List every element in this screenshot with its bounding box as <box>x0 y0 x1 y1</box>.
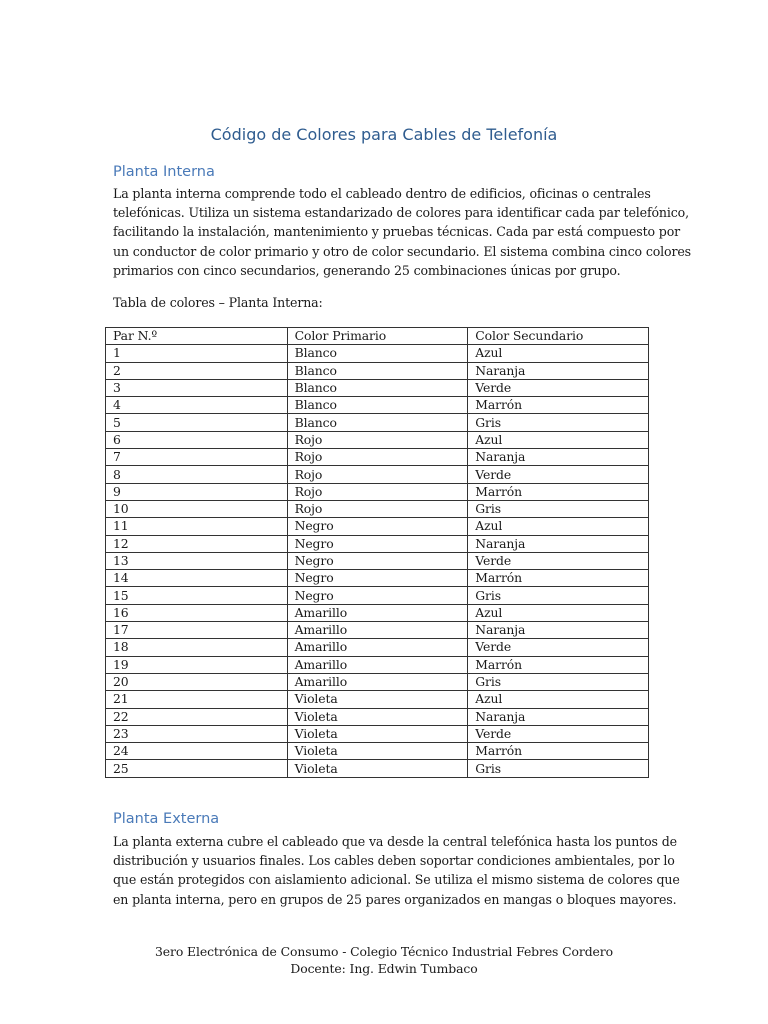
table-cell-par-number: 9 <box>106 483 288 500</box>
table-cell-primary-color: Negro <box>287 518 468 535</box>
table-cell-secondary-color: Marrón <box>468 483 649 500</box>
table-cell-secondary-color: Azul <box>468 518 649 535</box>
table-cell-primary-color: Rojo <box>287 431 468 448</box>
table-cell-primary-color: Amarillo <box>287 673 468 690</box>
table-row <box>106 362 649 379</box>
footer-teacher-line: Docente: Ing. Edwin Tumbaco <box>290 961 478 976</box>
table-cell-secondary-color: Naranja <box>468 449 649 466</box>
table-row <box>106 656 649 673</box>
table-cell-secondary-color: Gris <box>468 673 649 690</box>
table-cell-par-number: 21 <box>106 691 288 708</box>
table-cell-secondary-color: Gris <box>468 414 649 431</box>
table-cell-par-number: 23 <box>106 725 288 742</box>
section-heading-planta-externa: Planta Externa <box>113 811 220 827</box>
table-cell-par-number: 4 <box>106 397 288 414</box>
table-caption: Tabla de colores – Planta Interna: <box>113 295 323 310</box>
table-row <box>106 708 649 725</box>
page-footer <box>0 943 768 977</box>
paragraph-line: La planta externa cubre el cableado que va desde la central telefónica hasta los puntos de <box>113 834 677 849</box>
table-cell-primary-color: Negro <box>287 552 468 569</box>
table-row <box>106 414 649 431</box>
table-cell-primary-color: Amarillo <box>287 656 468 673</box>
table-cell-secondary-color: Verde <box>468 379 649 396</box>
table-cell-primary-color: Blanco <box>287 345 468 362</box>
table-row <box>106 431 649 448</box>
table-cell-primary-color: Violeta <box>287 725 468 742</box>
table-cell-par-number: 2 <box>106 362 288 379</box>
table-cell-primary-color: Violeta <box>287 691 468 708</box>
table-cell-secondary-color: Verde <box>468 639 649 656</box>
table-row <box>106 587 649 604</box>
table-cell-secondary-color: Naranja <box>468 362 649 379</box>
table-row <box>106 639 649 656</box>
table-row <box>106 518 649 535</box>
table-cell-par-number: 14 <box>106 570 288 587</box>
table-cell-par-number: 17 <box>106 622 288 639</box>
table-cell-primary-color: Rojo <box>287 449 468 466</box>
paragraph-line: telefónicas. Utiliza un sistema estandarizado de colores para identificar cada par telefónico, <box>113 205 689 221</box>
table-cell-par-number: 16 <box>106 604 288 621</box>
table-cell-par-number: 24 <box>106 743 288 760</box>
table-cell-primary-color: Blanco <box>287 397 468 414</box>
footer-school-line: 3ero Electrónica de Consumo - Colegio Técnico Industrial Febres Cordero <box>155 944 613 959</box>
table-cell-primary-color: Negro <box>287 570 468 587</box>
paragraph-line: en planta interna, pero en grupos de 25 pares organizados en mangas o bloques mayores. <box>113 891 677 907</box>
table-cell-primary-color: Blanco <box>287 379 468 396</box>
section-heading-planta-interna: Planta Interna <box>113 164 215 180</box>
table-cell-par-number: 6 <box>106 431 288 448</box>
table-cell-secondary-color: Naranja <box>468 622 649 639</box>
table-cell-par-number: 19 <box>106 656 288 673</box>
table-cell-secondary-color: Gris <box>468 500 649 517</box>
table-cell-secondary-color: Naranja <box>468 535 649 552</box>
table-cell-par-number: 13 <box>106 552 288 569</box>
table-cell-secondary-color: Azul <box>468 691 649 708</box>
table-row <box>106 673 649 690</box>
color-code-table <box>105 327 649 778</box>
paragraph-line: La planta interna comprende todo el cableado dentro de edificios, oficinas o centrales <box>113 186 651 201</box>
paragraph-line: primarios con cinco secundarios, generando 25 combinaciones únicas por grupo. <box>113 262 621 278</box>
header-secondary-color: Color Secundario <box>468 328 649 345</box>
table-cell-secondary-color: Marrón <box>468 570 649 587</box>
paragraph-planta-externa <box>113 832 680 909</box>
table-row <box>106 552 649 569</box>
table-row <box>106 725 649 742</box>
table-cell-primary-color: Negro <box>287 587 468 604</box>
paragraph-line: un conductor de color primario y otro de color secundario. El sistema combina cinco colores <box>113 243 691 259</box>
table-cell-secondary-color: Gris <box>468 760 649 777</box>
paragraph-line: distribución y usuarios finales. Los cables deben soportar condiciones ambientales, por lo <box>113 853 675 869</box>
table-row <box>106 570 649 587</box>
table-cell-par-number: 12 <box>106 535 288 552</box>
table-row <box>106 449 649 466</box>
table-body <box>106 345 649 777</box>
table-cell-primary-color: Amarillo <box>287 622 468 639</box>
table-cell-par-number: 25 <box>106 760 288 777</box>
table-row <box>106 466 649 483</box>
table-cell-par-number: 8 <box>106 466 288 483</box>
table-cell-secondary-color: Marrón <box>468 397 649 414</box>
table-cell-primary-color: Violeta <box>287 708 468 725</box>
table-row <box>106 743 649 760</box>
table-cell-secondary-color: Azul <box>468 604 649 621</box>
header-primary-color: Color Primario <box>287 328 468 345</box>
table-cell-par-number: 5 <box>106 414 288 431</box>
table-cell-par-number: 3 <box>106 379 288 396</box>
paragraph-line: facilitando la instalación, mantenimiento y pruebas técnicas. Cada par está compuesto por <box>113 224 681 240</box>
table-cell-primary-color: Negro <box>287 535 468 552</box>
table-row <box>106 397 649 414</box>
table-header <box>106 328 649 345</box>
table-cell-primary-color: Amarillo <box>287 639 468 656</box>
table-row <box>106 760 649 777</box>
table-row <box>106 500 649 517</box>
table-cell-par-number: 1 <box>106 345 288 362</box>
table-row <box>106 379 649 396</box>
table-cell-primary-color: Rojo <box>287 483 468 500</box>
table-row <box>106 691 649 708</box>
table-cell-secondary-color: Gris <box>468 587 649 604</box>
paragraph-line: que están protegidos con aislamiento adicional. Se utiliza el mismo sistema de colores que <box>113 872 680 888</box>
table-cell-par-number: 18 <box>106 639 288 656</box>
table-cell-primary-color: Blanco <box>287 414 468 431</box>
table-cell-primary-color: Violeta <box>287 743 468 760</box>
table-cell-secondary-color: Verde <box>468 466 649 483</box>
table-cell-par-number: 22 <box>106 708 288 725</box>
paragraph-planta-interna <box>113 184 691 280</box>
table-cell-secondary-color: Azul <box>468 345 649 362</box>
table-cell-secondary-color: Marrón <box>468 743 649 760</box>
table-cell-par-number: 20 <box>106 673 288 690</box>
table-cell-par-number: 10 <box>106 500 288 517</box>
page-title: Código de Colores para Cables de Telefonía <box>210 125 558 144</box>
table-cell-secondary-color: Verde <box>468 552 649 569</box>
table-row <box>106 483 649 500</box>
table-cell-primary-color: Amarillo <box>287 604 468 621</box>
table-row <box>106 604 649 621</box>
table-row <box>106 345 649 362</box>
table-header-row <box>106 328 649 345</box>
table-cell-primary-color: Rojo <box>287 466 468 483</box>
table-cell-primary-color: Rojo <box>287 500 468 517</box>
header-par-number: Par N.º <box>106 328 288 345</box>
table-cell-secondary-color: Verde <box>468 725 649 742</box>
table-cell-par-number: 7 <box>106 449 288 466</box>
table-cell-primary-color: Blanco <box>287 362 468 379</box>
table-row <box>106 535 649 552</box>
table-cell-secondary-color: Azul <box>468 431 649 448</box>
table-cell-primary-color: Violeta <box>287 760 468 777</box>
table-cell-secondary-color: Naranja <box>468 708 649 725</box>
table-cell-par-number: 15 <box>106 587 288 604</box>
table-row <box>106 622 649 639</box>
table-cell-secondary-color: Marrón <box>468 656 649 673</box>
table-cell-par-number: 11 <box>106 518 288 535</box>
